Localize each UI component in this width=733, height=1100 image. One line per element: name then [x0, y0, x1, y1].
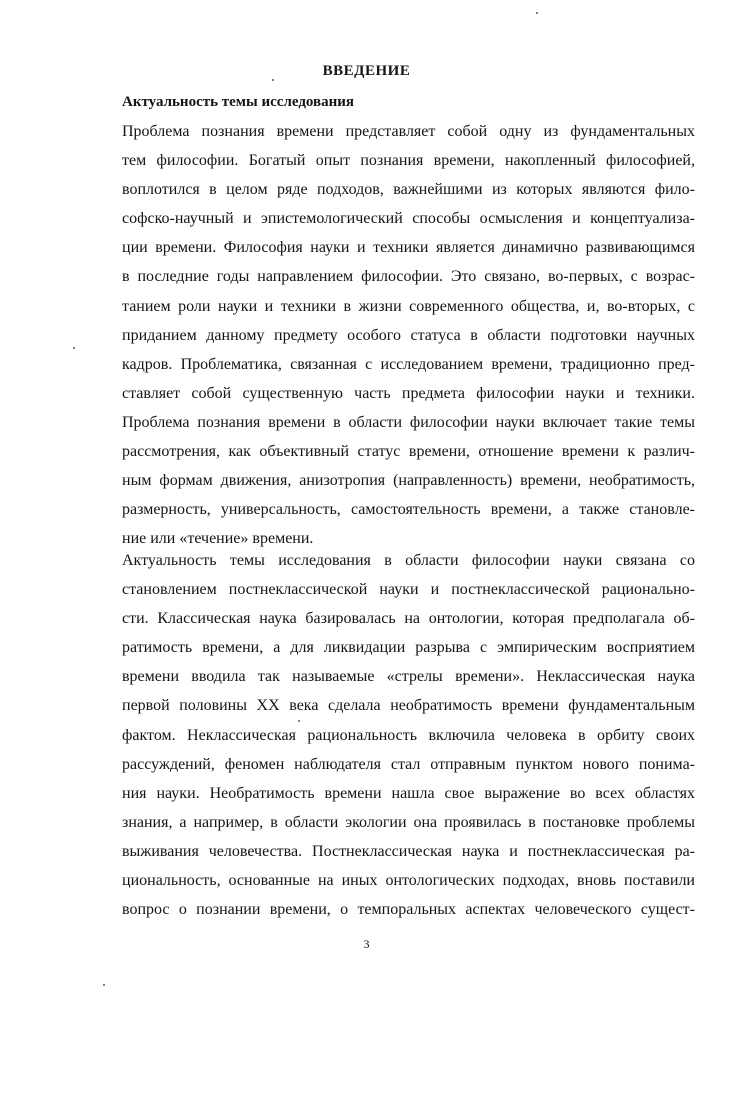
text-line: танием роли науки и техники в жизни современного общества, и, во-вторых, с [122, 297, 695, 315]
text-line: сти. Классическая наука базировалась на онтологии, которая предполагала об- [122, 610, 695, 628]
text-line: рассмотрения, как объективный статус времени, отношение времени к различ- [122, 443, 695, 461]
text-line: ратимость времени, а для ликвидации разрыва с эмпирическим восприятием [122, 639, 695, 657]
text-line: кадров. Проблематика, связанная с исследованием времени, традиционно пред- [122, 355, 695, 373]
scan-speck [536, 12, 538, 14]
text-line: знания, а например, в области экологии она проявилась в постановке проблемы [122, 813, 695, 831]
text-line: софско-научный и эпистемологический способы осмысления и концептуализа- [122, 210, 695, 228]
text-line: размерность, универсальность, самостоятельность времени, а также становле- [122, 501, 695, 519]
text-line: рассуждений, феномен наблюдателя стал отправным пунктом нового понима- [122, 755, 695, 773]
text-line: фактом. Неклассическая рациональность включила человека в орбиту своих [122, 726, 695, 744]
text-line: в последние годы направлением философии. Это связано, во-первых, с возрас- [122, 268, 695, 286]
text-line: циональность, основанные на иных онтологических подходах, вновь поставили [122, 872, 695, 890]
text-line: времени вводила так называемые «стрелы времени». Неклассическая наука [122, 668, 695, 686]
paragraph-1 [122, 117, 695, 553]
text-line: ния науки. Необратимость времени нашла свое выражение во всех областях [122, 784, 695, 802]
text-line: Актуальность темы исследования в области философии науки связана со [122, 552, 695, 569]
text-line: ние или «течение» времени. [122, 530, 314, 548]
page-title: ВВЕДЕНИЕ [322, 63, 411, 79]
section-heading: Актуальность темы исследования [122, 94, 355, 110]
text-line: приданием данному предмету особого статуса в области подготовки научных [122, 326, 695, 344]
text-line: ным формам движения, анизотропия (направленность) времени, необратимость, [122, 472, 695, 490]
text-line: первой половины XX века сделала необратимость времени фундаментальным [122, 697, 695, 715]
scan-speck [298, 720, 300, 722]
text-line: Проблема познания времени представляет собой одну из фундаментальных [122, 123, 695, 140]
scan-speck [73, 347, 75, 349]
text-line: тем философии. Богатый опыт познания времени, накопленный философией, [122, 152, 695, 170]
text-line: выживания человечества. Постнеклассическая наука и постнеклассическая ра- [122, 842, 695, 860]
text-line: вопрос о познании времени, о темпоральных аспектах человеческого сущест- [122, 901, 695, 919]
text-line: ции времени. Философия науки и техники является динамично развивающимся [122, 239, 695, 257]
text-line: воплотился в целом ряде подходов, важнейшими из которых являются фило- [122, 181, 695, 199]
text-line: ставляет собой существенную часть предмета философии науки и техники. [122, 384, 695, 402]
scan-speck [272, 79, 274, 81]
page-number: 3 [363, 937, 370, 951]
paragraph-2 [122, 546, 695, 924]
text-line: Проблема познания времени в области философии науки включает такие темы [122, 413, 695, 431]
scan-speck [103, 984, 105, 986]
text-line: становлением постнеклассической науки и постнеклассической рациональнo- [122, 581, 695, 599]
